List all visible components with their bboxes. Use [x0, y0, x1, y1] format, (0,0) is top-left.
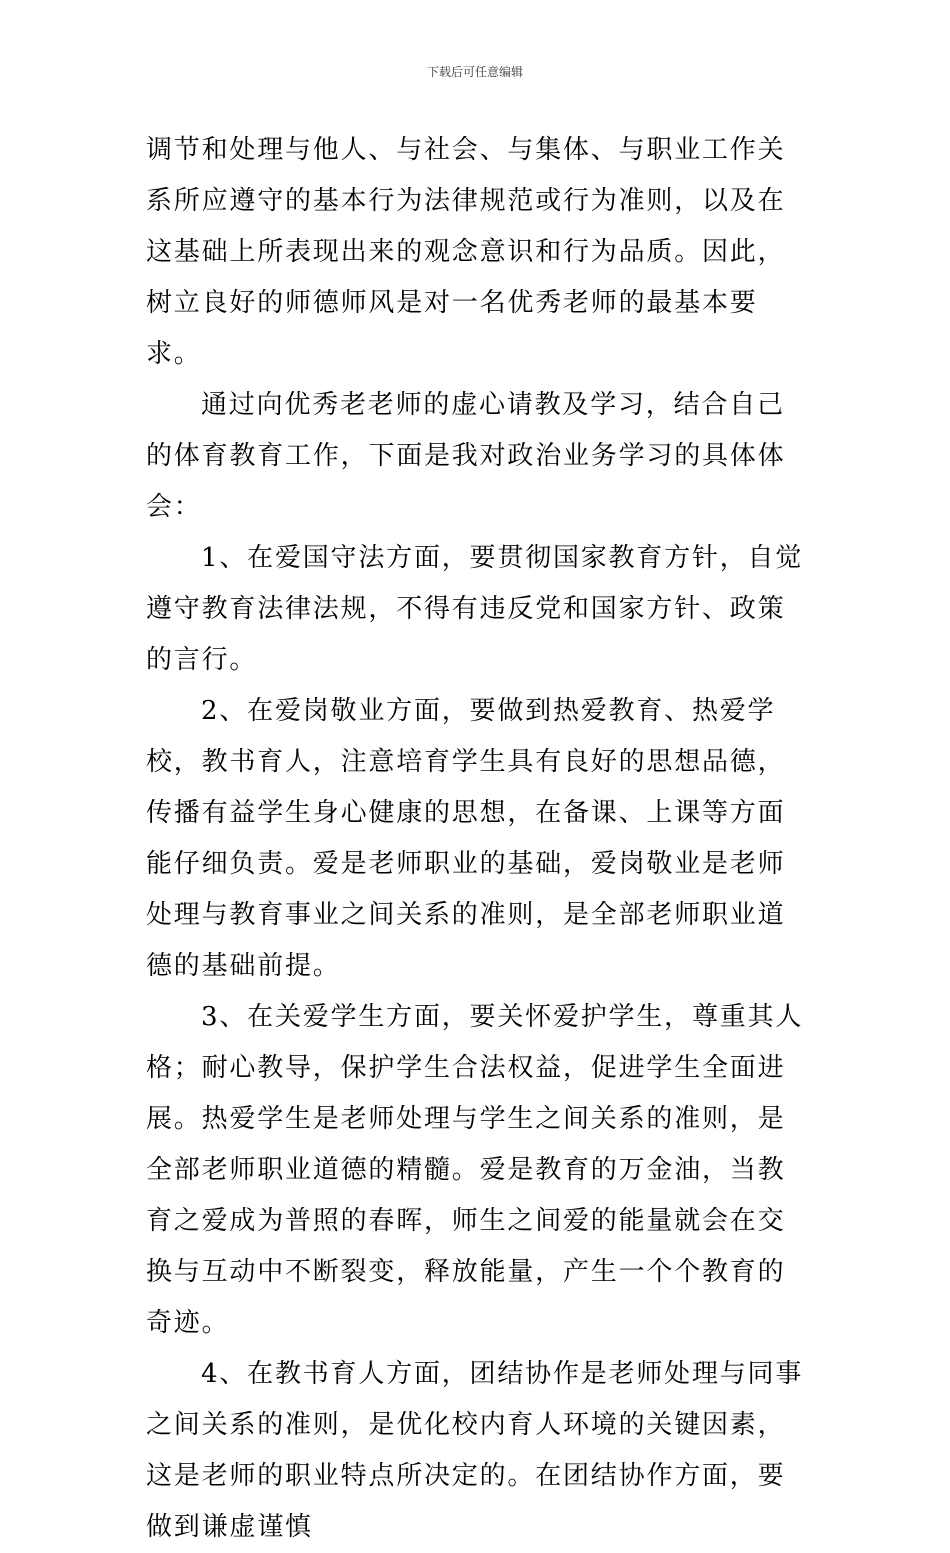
page-header: 下载后可任意编辑 — [426, 65, 523, 79]
paragraph-intro-continued: 调节和处理与他人、与社会、与集体、与职业工作关系所应遵守的基本行为法律规范或行为准则，以及在这基础上所表现出来的观念意识和行为品质。因此，树立良好的师德师风是对一名优秀老师的最基本要求。 — [146, 135, 786, 369]
paragraph-item-2: 2、在爱岗敬业方面，要做到热爱教育、热爱学校，教书育人，注意培育学生具有良好的思想品德，传播有益学生身心健康的思想，在备课、上课等方面能仔细负责。爱是老师职业的基础，爱岗敬业是老师处理与教育事业之间关系的准则，是全部老师职业道德的基础前提。 — [146, 696, 786, 981]
paragraph-item-3: 3、在关爱学生方面，要关怀爱护学生，尊重其人格；耐心教导，保护学生合法权益，促进学生全面进展。热爱学生是老师处理与学生之间关系的准则，是全部老师职业道德的精髓。爱是教育的万金油，当教育之爱成为普照的春晖，师生之间爱的能量就会在交换与互动中不断裂变，释放能量，产生一个个教育的奇迹。 — [146, 1002, 804, 1338]
paragraph-study-experience: 通过向优秀老老师的虚心请教及学习，结合自己的体育教育工作，下面是我对政治业务学习的具体体会： — [146, 390, 786, 522]
paragraph-item-1: 1、在爱国守法方面，要贯彻国家教育方针，自觉遵守教育法律法规，不得有违反党和国家方针、政策的言行。 — [146, 543, 804, 675]
document-body — [146, 125, 810, 1553]
paragraph-item-4: 4、在教书育人方面，团结协作是老师处理与同事之间关系的准则，是优化校内育人环境的关键因素，这是老师的职业特点所决定的。在团结协作方面，要做到谦虚谨慎 — [146, 1359, 804, 1542]
